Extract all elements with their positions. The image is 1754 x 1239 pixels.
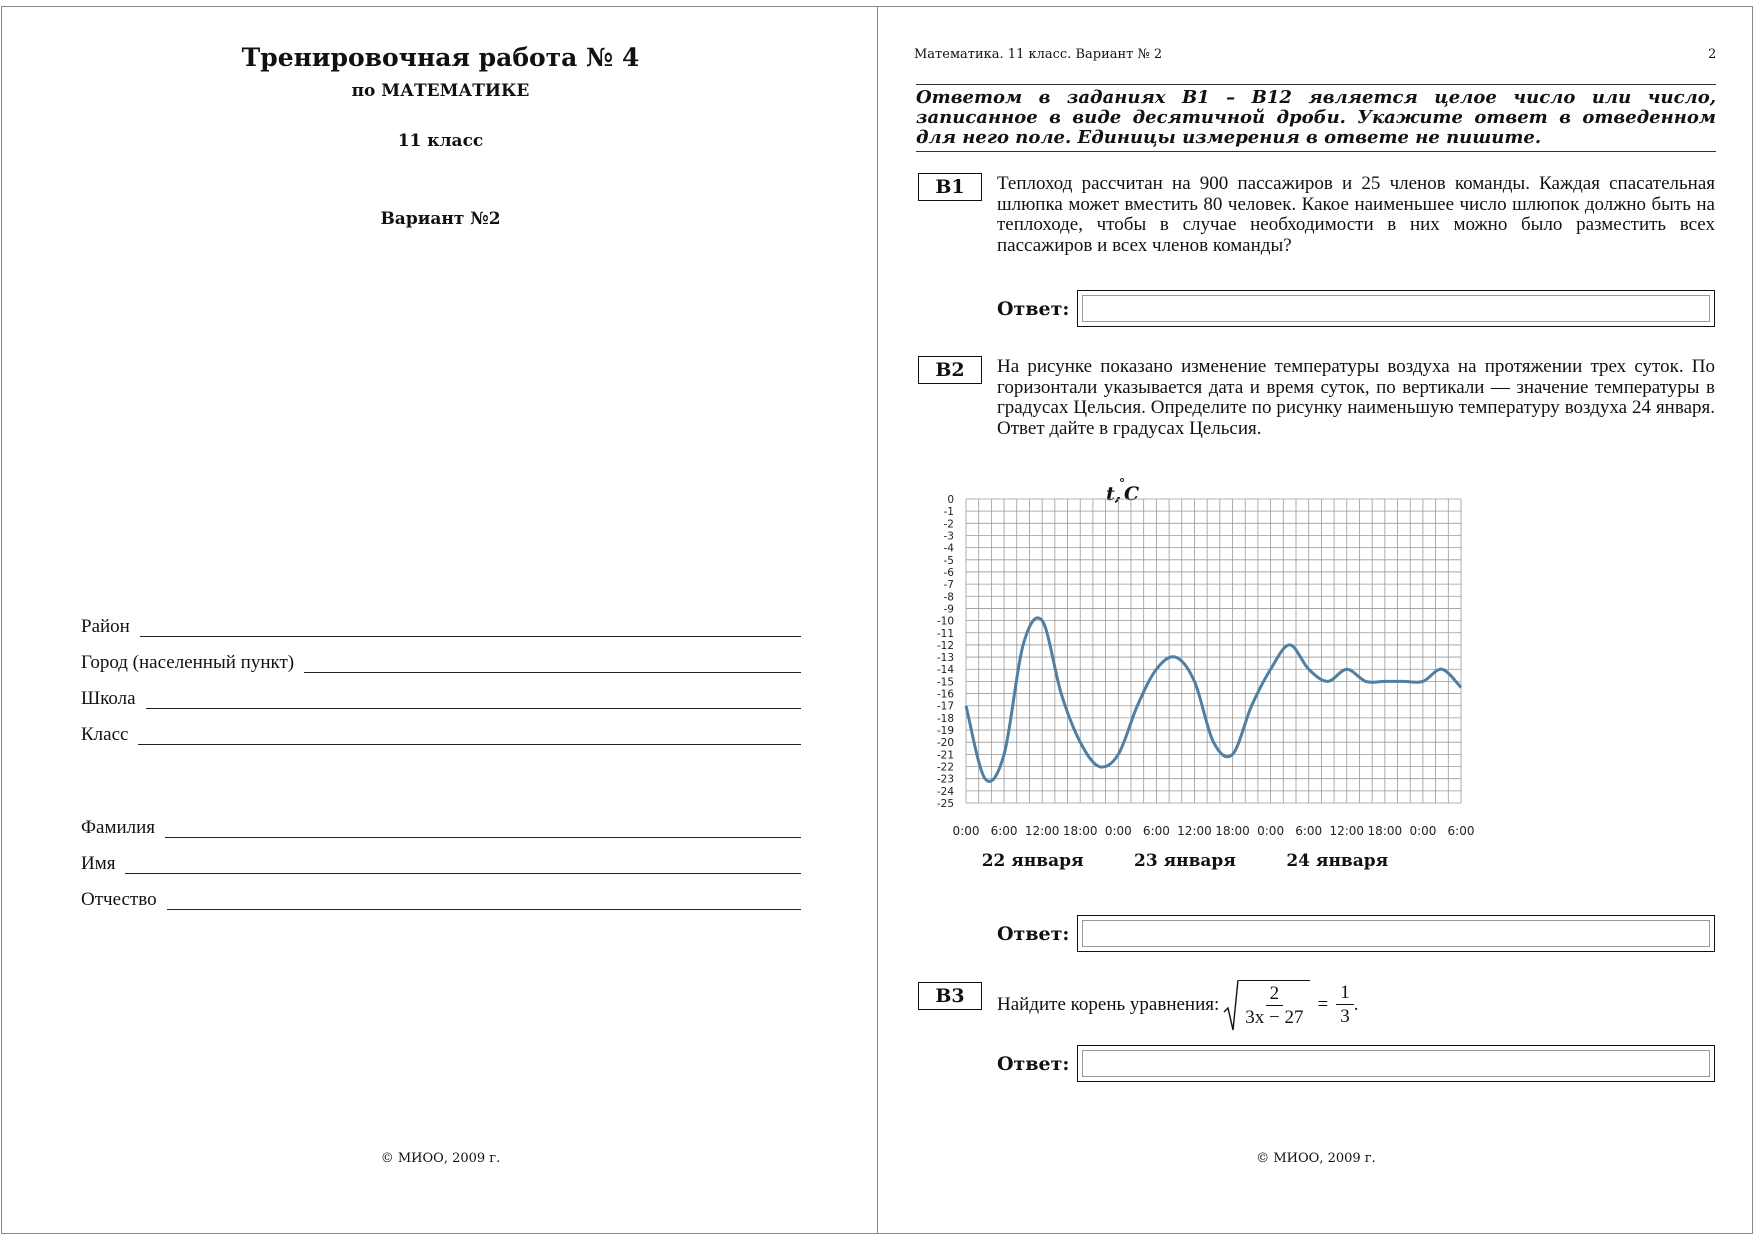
y-tick-label: -20: [936, 737, 954, 750]
y-tick-label: -11: [936, 627, 954, 640]
task-b3-answer-label: Ответ:: [997, 1053, 1070, 1075]
task-b3-answer-box[interactable]: [1077, 1045, 1715, 1082]
sqrt-sign-icon: [1223, 978, 1239, 1032]
x-tick-label: 0:00: [1257, 824, 1285, 838]
series-line: [966, 618, 1461, 782]
city-field: [81, 644, 801, 674]
city-label: Город (населенный пункт): [81, 652, 295, 673]
y-tick-label: -4: [943, 542, 954, 555]
lhs-denominator: 3x − 27: [1245, 1007, 1304, 1028]
y-axis-title-unit: C: [1124, 483, 1140, 505]
lhs-fraction: [1241, 983, 1307, 1030]
page-header: Математика. 11 класс. Вариант № 2: [914, 47, 1163, 62]
task-b1-badge: B1: [918, 173, 982, 201]
surname-input-line[interactable]: [165, 836, 801, 838]
y-tick-label: -1: [943, 506, 954, 519]
y-tick-label: -16: [936, 688, 954, 701]
x-tick-label: 12:00: [1329, 824, 1365, 838]
class-input-line[interactable]: [138, 743, 801, 745]
tasks-page: [877, 6, 1753, 1234]
copyright-footer-right: © МИОО, 2009 г.: [1256, 1151, 1376, 1166]
name-field: [81, 845, 801, 875]
grade-label: 11 класс: [397, 131, 484, 151]
y-tick-label: -19: [936, 725, 954, 738]
x-tick-label: 18:00: [1215, 824, 1250, 838]
x-tick-label: 6:00: [1295, 824, 1323, 838]
school-input-line[interactable]: [146, 707, 801, 709]
y-tick-label: -21: [936, 749, 954, 762]
y-tick-label: -10: [936, 615, 954, 628]
x-tick-label: 6:00: [990, 824, 1018, 838]
y-tick-label: -22: [936, 761, 954, 774]
task-b3-badge: B3: [918, 982, 982, 1010]
y-tick-label: -12: [936, 639, 954, 652]
y-tick-label: -7: [943, 579, 954, 592]
y-axis-title: [1106, 476, 1139, 505]
class-field: [81, 716, 801, 746]
city-input-line[interactable]: [304, 671, 801, 673]
district-field: [81, 608, 801, 638]
x-tick-label: 18:00: [1367, 824, 1403, 838]
rhs-denominator: 3: [1340, 1005, 1350, 1027]
patronymic-field: [81, 881, 801, 911]
date-label: 24 января: [1286, 851, 1389, 871]
task-b2-badge: B2: [918, 356, 982, 384]
x-tick-label: 12:00: [1024, 824, 1060, 838]
page-title: Тренировочная работа № 4: [241, 43, 640, 72]
x-tick-label: 6:00: [1447, 824, 1475, 838]
x-axis-ticks: [953, 824, 1475, 838]
patronymic-label: Отчество: [81, 889, 157, 910]
page-number: 2: [1708, 47, 1717, 62]
task-b1-answer-label: Ответ:: [997, 298, 1070, 320]
x-tick-label: 0:00: [1104, 824, 1132, 838]
task-b1-answer-box[interactable]: [1077, 290, 1715, 327]
patronymic-input-line[interactable]: [167, 908, 801, 910]
x-tick-label: 18:00: [1062, 824, 1098, 838]
rhs-numerator: 1: [1336, 982, 1354, 1005]
name-input-line[interactable]: [125, 872, 801, 874]
y-tick-label: 0: [947, 494, 954, 506]
equals-sign: =: [1317, 994, 1329, 1015]
task-b2-text: На рисунке показано изменение температуры воздуха на протяжении трех суток. По горизонтали указывается дата и время суток, по вертикали — значение температуры в градусах Цельсия. Определите по рисунку наименьшую температуру воздуха 24 января. Ответ дайте в градусах Цельсия.: [997, 356, 1715, 439]
x-tick-label: 0:00: [1409, 824, 1437, 838]
surname-field: [81, 809, 801, 839]
y-tick-label: -5: [943, 554, 954, 567]
y-tick-label: -8: [943, 591, 954, 604]
y-tick-label: -2: [943, 518, 954, 531]
y-axis-title-main: t,: [1106, 483, 1122, 505]
y-tick-label: -3: [943, 530, 954, 543]
name-label: Имя: [81, 853, 116, 874]
task-b2-answer-box[interactable]: [1077, 915, 1715, 952]
y-tick-label: -24: [936, 785, 954, 798]
task-b3-equation: [997, 975, 1358, 1035]
subject-subtitle: по МАТЕМАТИКЕ: [351, 81, 530, 101]
temperature-series: [966, 618, 1461, 782]
instructions: Ответом в заданиях B1 – B12 является целое число или число, записанное в виде десятичной дроби. Укажите ответ в отведенном для него поле. Единицы измерения в ответе не пишите.: [916, 84, 1716, 152]
date-label: 22 января: [981, 851, 1084, 871]
class-label: Класс: [81, 724, 129, 745]
x-tick-label: 6:00: [1142, 824, 1170, 838]
x-tick-label: 12:00: [1177, 824, 1212, 838]
y-tick-label: -17: [936, 700, 954, 713]
variant-label: Вариант №2: [380, 209, 501, 229]
copyright-footer: © МИОО, 2009 г.: [380, 1151, 501, 1166]
y-tick-label: -15: [936, 676, 954, 689]
temperature-chart: [936, 473, 1548, 883]
surname-label: Фамилия: [81, 817, 156, 838]
y-tick-label: -14: [936, 664, 954, 677]
y-axis-ticks: [937, 494, 954, 810]
y-tick-label: -18: [936, 712, 954, 725]
y-tick-label: -13: [936, 652, 954, 665]
task-b1-text: Теплоход рассчитан на 900 пассажиров и 25 членов команды. Каждая спасательная шлюпка может вместить 80 человек. Какое наименьшее число шлюпок должно быть на теплоходе, чтобы в случае необходимости в них можно было разместить всех пассажиров и всех членов команды?: [997, 173, 1715, 256]
sqrt-expression: [1223, 978, 1309, 1032]
y-tick-label: -9: [943, 603, 954, 616]
equation-period: .: [1353, 994, 1359, 1015]
lhs-numerator: 2: [1266, 983, 1284, 1006]
chart-grid: [966, 499, 1461, 803]
task-b3-text: Найдите корень уравнения:: [997, 994, 1220, 1015]
school-label: Школа: [81, 688, 136, 709]
cover-page: [1, 6, 878, 1234]
school-field: [81, 680, 801, 710]
y-tick-label: -23: [936, 773, 954, 786]
y-axis-title-degree: °: [1119, 476, 1125, 490]
y-tick-label: -25: [936, 798, 954, 810]
date-label: 23 января: [1134, 851, 1236, 871]
task-b2-answer-label: Ответ:: [997, 923, 1070, 945]
district-input-line[interactable]: [140, 635, 801, 637]
rhs-fraction: [1336, 982, 1354, 1029]
date-labels: [982, 851, 1388, 871]
x-tick-label: 0:00: [952, 824, 980, 838]
district-label: Район: [81, 616, 130, 637]
y-tick-label: -6: [943, 566, 954, 579]
